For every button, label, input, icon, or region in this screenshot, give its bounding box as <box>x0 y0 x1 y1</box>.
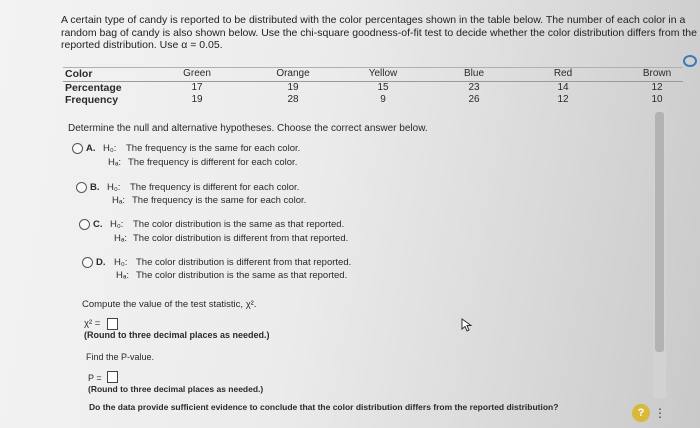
percentage-cell: 15 <box>377 82 389 93</box>
percentage-cell: 17 <box>191 82 203 93</box>
mouse-cursor-icon <box>461 318 473 332</box>
ha-label: Hₐ: <box>116 270 130 281</box>
color-cell: Blue <box>463 68 484 79</box>
test-statistic-question: Compute the value of the test statistic, χ². <box>82 299 257 310</box>
option-ha-text: The color distribution is the same as that reported. <box>136 270 348 281</box>
p-value-label: P = <box>88 373 102 383</box>
h0-label: H₀: <box>114 257 128 268</box>
color-cell: Orange <box>276 68 310 79</box>
option-ha-text: The frequency is different for each color. <box>128 157 298 168</box>
frequency-cell: 28 <box>287 94 299 105</box>
percentage-cell: 19 <box>287 82 299 93</box>
color-cell: Red <box>553 68 573 79</box>
round-note: (Round to three decimal places as needed.) <box>84 330 270 340</box>
radio-option-d[interactable] <box>82 257 93 268</box>
color-cell: Yellow <box>368 68 398 79</box>
help-icon[interactable]: ? <box>632 404 650 422</box>
percentage-cell: 12 <box>651 82 663 93</box>
h0-label: H₀: <box>103 143 117 154</box>
option-letter: B. <box>90 182 100 193</box>
option-h0-text: The frequency is the same for each color. <box>126 143 301 154</box>
option-h0-text: The color distribution is different from that reported. <box>136 257 352 268</box>
ha-label: Hₐ: <box>108 157 122 168</box>
option-h0-text: The frequency is different for each color. <box>130 182 300 193</box>
option-ha-text: The color distribution is different from that reported. <box>133 233 349 244</box>
ha-label: Hₐ: <box>114 233 128 244</box>
refresh-icon[interactable] <box>683 55 697 67</box>
radio-option-c[interactable] <box>79 219 90 230</box>
option-letter: D. <box>96 257 106 268</box>
option-ha-text: The frequency is the same for each color. <box>132 195 307 206</box>
hypotheses-question: Determine the null and alternative hypotheses. Choose the correct answer below. <box>68 123 428 134</box>
row-label-frequency: Frequency <box>65 94 119 106</box>
problem-intro: A certain type of candy is reported to be distributed with the color percentages shown in the table below. The number of each color in a random bag of candy is also shown below. Use the chi-square goodness-of-fit test to decide whether the color distribution differs from the reported distribution. Use α = 0.05. <box>61 14 697 51</box>
option-letter: C. <box>93 219 103 230</box>
percentage-cell: 23 <box>468 82 480 93</box>
chi-square-input[interactable] <box>107 318 118 330</box>
radio-option-b[interactable] <box>76 182 87 193</box>
option-letter: A. <box>86 143 96 154</box>
frequency-cell: 19 <box>191 94 203 105</box>
h0-label: H₀: <box>107 182 121 193</box>
frequency-cell: 9 <box>380 94 386 105</box>
p-value-question: Find the P-value. <box>86 352 155 362</box>
chi-square-label: χ² = <box>84 318 101 329</box>
conclusion-question: Do the data provide sufficient evidence to conclude that the color distribution differs from the reported distribution? <box>89 402 559 412</box>
frequency-cell: 12 <box>557 94 569 105</box>
row-label-percentage: Percentage <box>65 82 122 94</box>
ha-label: Hₐ: <box>112 195 126 206</box>
round-note-2: (Round to three decimal places as needed.) <box>88 384 264 394</box>
frequency-cell: 26 <box>468 94 480 105</box>
option-h0-text: The color distribution is the same as that reported. <box>133 219 345 230</box>
color-cell: Green <box>183 68 211 79</box>
row-label-color: Color <box>65 68 93 80</box>
p-value-input[interactable] <box>107 371 118 383</box>
frequency-cell: 10 <box>651 94 663 105</box>
percentage-cell: 14 <box>557 82 569 93</box>
color-cell: Brown <box>642 68 672 79</box>
scrollbar-thumb[interactable] <box>655 112 664 352</box>
radio-option-a[interactable] <box>72 143 83 154</box>
more-options-icon[interactable]: ⋮ <box>654 406 666 420</box>
h0-label: H₀: <box>110 219 124 230</box>
